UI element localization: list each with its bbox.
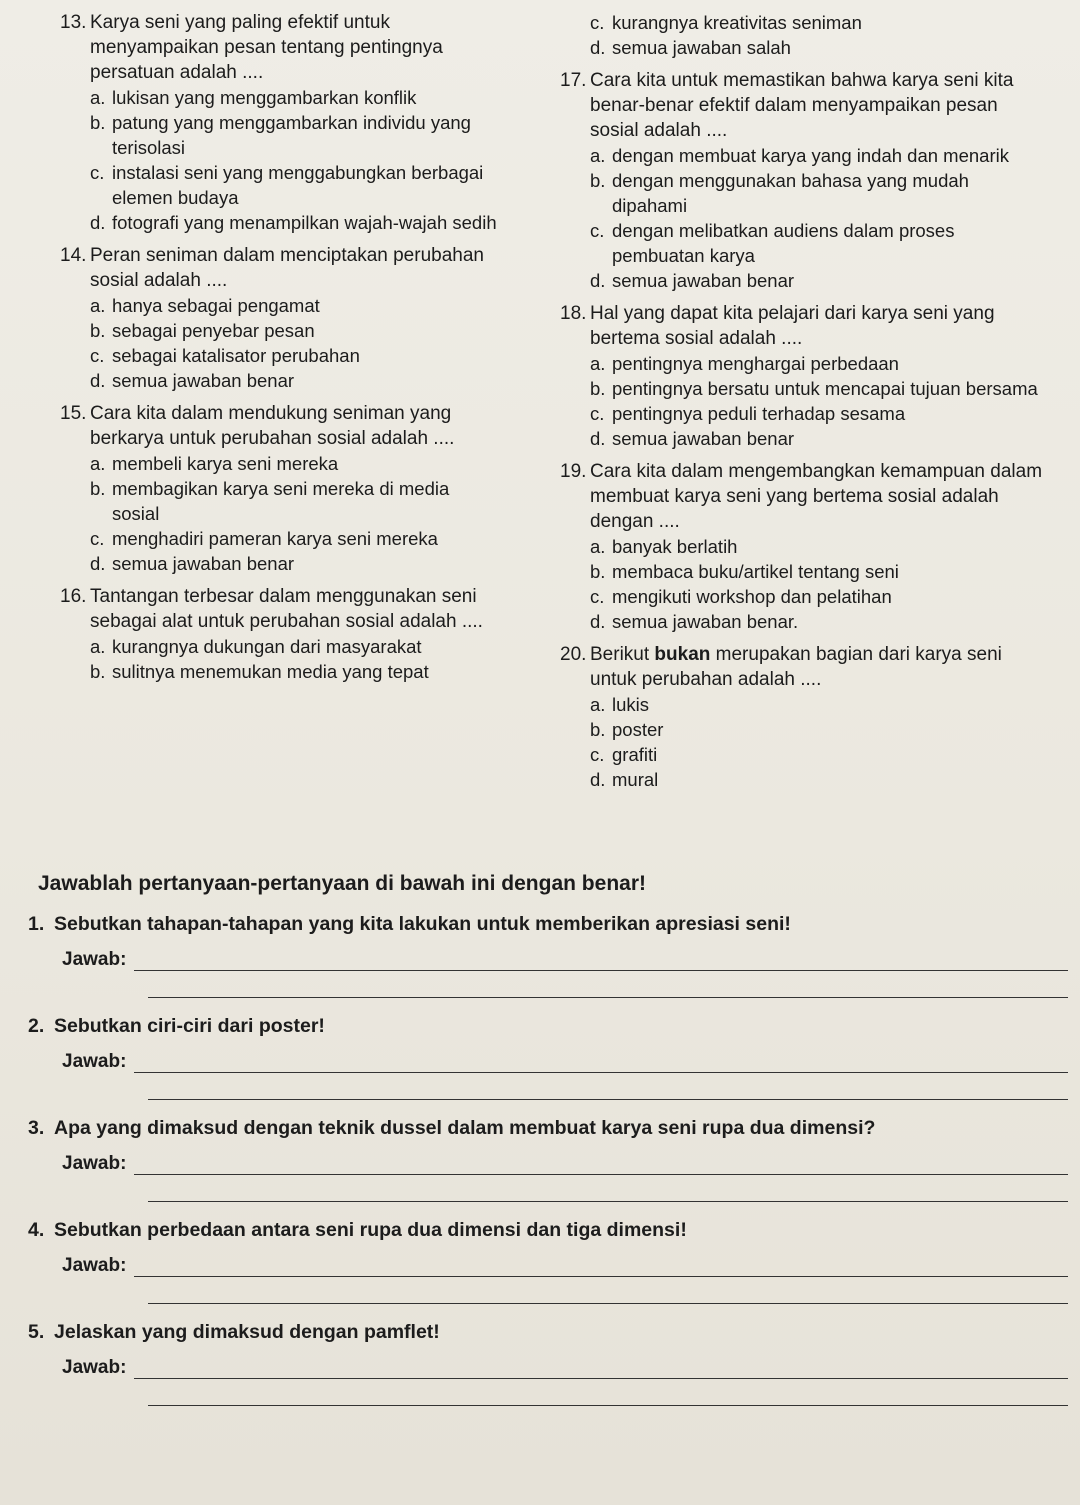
essay-question-2: 2. Sebutkan ciri-ciri dari poster! Jawab:	[28, 1012, 1068, 1100]
option: c. mengikuti workshop dan pelatihan	[590, 586, 892, 607]
answer-line[interactable]	[134, 1356, 1068, 1379]
option: b. pentingnya bersatu untuk mencapai tujuan bersama	[590, 378, 1038, 399]
answer-line[interactable]	[134, 1152, 1068, 1175]
question-number: 16.	[60, 586, 87, 607]
option: c. grafiti	[590, 744, 658, 765]
option: b. sulitnya menemukan media yang tepat	[90, 661, 429, 682]
option: d. semua jawaban benar	[590, 428, 795, 449]
question-text: Cara kita dalam mengembangkan kemampuan dalam membuat karya seni yang bertema sosial adalah dengan ....	[590, 461, 1043, 532]
option: a. banyak berlatih	[590, 536, 738, 557]
question-14	[60, 243, 500, 393]
question-number: 13.	[60, 12, 87, 33]
essay-question-4: 4. Sebutkan perbedaan antara seni rupa dua dimensi dan tiga dimensi! Jawab:	[28, 1216, 1068, 1304]
question-number: 15.	[60, 403, 87, 424]
answer-line[interactable]	[134, 1254, 1068, 1277]
option: b. poster	[590, 719, 664, 740]
question-text: Hal yang dapat kita pelajari dari karya seni yang bertema sosial adalah ....	[590, 303, 995, 349]
option: a. kurangnya dukungan dari masyarakat	[90, 636, 422, 657]
option: a. hanya sebagai pengamat	[90, 295, 320, 316]
question-16	[60, 584, 500, 684]
answer-line[interactable]	[134, 1050, 1068, 1073]
option: d. semua jawaban benar	[90, 370, 295, 391]
option: c. instalasi seni yang menggabungkan berbagai elemen budaya	[90, 162, 484, 208]
option: a. lukisan yang menggambarkan konflik	[90, 87, 417, 108]
answer-label: Jawab:	[62, 1153, 127, 1174]
option: c. menghadiri pameran karya seni mereka	[90, 528, 438, 549]
question-number: 17.	[560, 70, 587, 91]
answer-line[interactable]	[148, 1379, 1068, 1406]
question-15	[60, 401, 500, 576]
option: c. dengan melibatkan audiens dalam proses pembuatan karya	[590, 220, 955, 266]
essay-title: Jawablah pertanyaan-pertanyaan di bawah ini dengan benar!	[38, 872, 646, 895]
option: a. pentingnya menghargai perbedaan	[590, 353, 899, 374]
answer-line[interactable]	[148, 1175, 1068, 1202]
emphasis-bukan: bukan	[654, 644, 711, 665]
option: b. patung yang menggambarkan individu yang terisolasi	[90, 112, 471, 158]
question-text: Peran seniman dalam menciptakan perubahan sosial adalah ....	[90, 245, 484, 291]
left-column	[60, 10, 500, 692]
option: d. fotografi yang menampilkan wajah-wajah sedih	[90, 212, 497, 233]
essay-question-1: 1. Sebutkan tahapan-tahapan yang kita lakukan untuk memberikan apresiasi seni! Jawab:	[28, 910, 1068, 998]
answer-line[interactable]	[134, 948, 1068, 971]
answer-label: Jawab:	[62, 1051, 127, 1072]
question-number: 19.	[560, 461, 587, 482]
option: a. membeli karya seni mereka	[90, 453, 339, 474]
question-text: Tantangan terbesar dalam menggunakan seni sebagai alat untuk perubahan sosial adalah ....	[90, 586, 483, 632]
option: d. semua jawaban benar	[90, 553, 295, 574]
option: d. mural	[590, 769, 659, 790]
question-17	[560, 68, 1045, 293]
question-13	[60, 10, 500, 235]
answer-label: Jawab:	[62, 949, 127, 970]
question-text: Karya seni yang paling efektif untuk menyampaikan pesan tentang pentingnya persatuan adalah ....	[90, 12, 443, 83]
answer-line[interactable]	[148, 1277, 1068, 1304]
option: b. membaca buku/artikel tentang seni	[590, 561, 899, 582]
essay-section	[28, 872, 1068, 1420]
option: c. sebagai katalisator perubahan	[90, 345, 360, 366]
question-number: 18.	[560, 303, 587, 324]
option: c. kurangnya kreativitas seniman	[590, 12, 862, 33]
essay-question-3: 3. Apa yang dimaksud dengan teknik dussel dalam membuat karya seni rupa dua dimensi? Jawab:	[28, 1114, 1068, 1202]
option: a. dengan membuat karya yang indah dan menarik	[590, 145, 1009, 166]
question-text: Cara kita dalam mendukung seniman yang berkarya untuk perubahan sosial adalah ....	[90, 403, 455, 449]
option: b. dengan menggunakan bahasa yang mudah dipahami	[590, 170, 969, 216]
option: a. lukis	[590, 694, 650, 715]
answer-line[interactable]	[148, 971, 1068, 998]
question-18	[560, 301, 1045, 451]
option: c. pentingnya peduli terhadap sesama	[590, 403, 906, 424]
right-column	[560, 10, 1045, 800]
answer-line[interactable]	[148, 1073, 1068, 1100]
question-text: Cara kita untuk memastikan bahwa karya seni kita benar-benar efektif dalam menyampaikan pesan sosial adalah ....	[590, 70, 1014, 141]
essay-question-5: 5. Jelaskan yang dimaksud dengan pamflet! Jawab:	[28, 1318, 1068, 1406]
answer-label: Jawab:	[62, 1357, 127, 1378]
question-text: Berikut bukan merupakan bagian dari karya seni untuk perubahan adalah ....	[590, 644, 1002, 690]
option: b. membagikan karya seni mereka di media sosial	[90, 478, 450, 524]
answer-label: Jawab:	[62, 1255, 127, 1276]
question-20	[560, 642, 1045, 792]
question-16-continued	[560, 10, 1045, 60]
option: d. semua jawaban benar.	[590, 611, 799, 632]
question-19	[560, 459, 1045, 634]
question-number: 20.	[560, 644, 587, 665]
option: b. sebagai penyebar pesan	[90, 320, 315, 341]
option: d. semua jawaban benar	[590, 270, 795, 291]
option: d. semua jawaban salah	[590, 37, 791, 58]
question-number: 14.	[60, 245, 87, 266]
